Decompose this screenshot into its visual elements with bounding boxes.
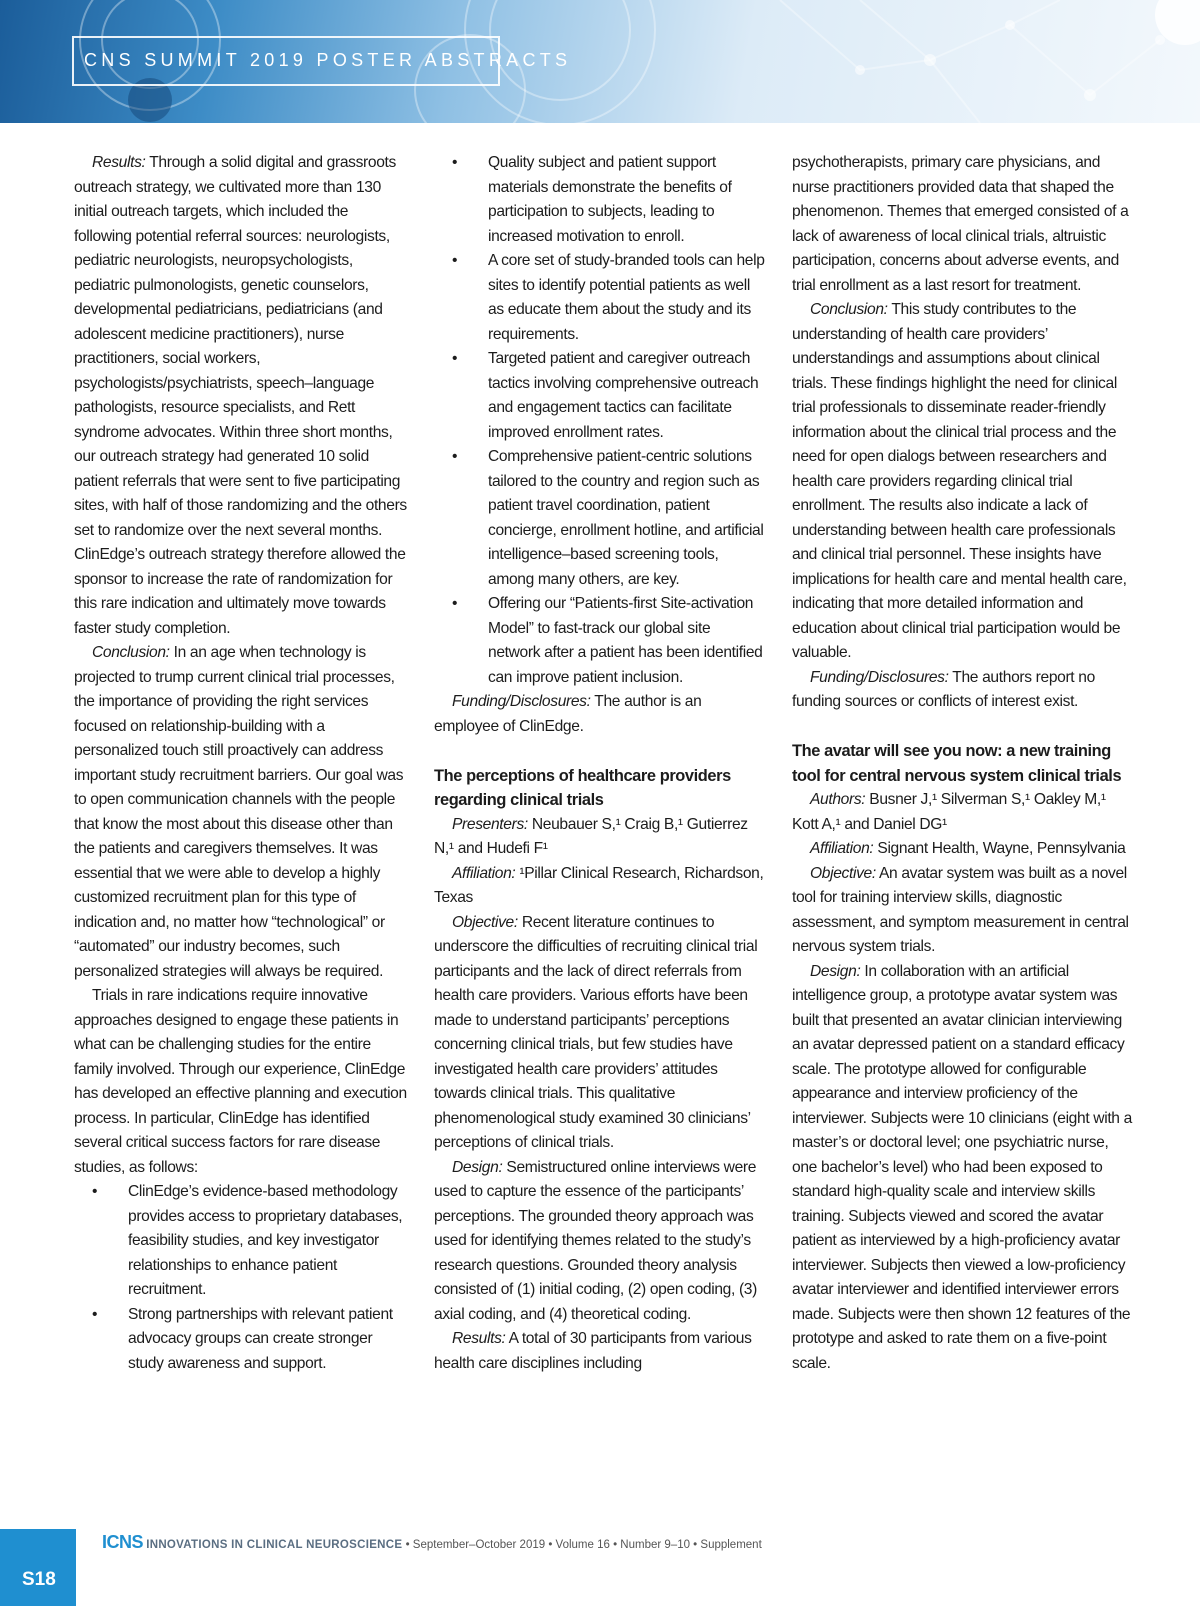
page-number-tab xyxy=(0,1529,76,1606)
funding-paragraph: Funding/Disclosures: The authors report no funding sources or conflicts of interest exist. xyxy=(792,668,1095,710)
trials-paragraph: Trials in rare indications require innovative approaches designed to engage these patients in what can be challenging studies for the entire family involved. Through our experience, ClinEdge has developed an effective planning and execution process. In particular, ClinEdge has identified several critical success factors for rare disease studies, as follows: xyxy=(74,987,407,1176)
issue-details: • September–October 2019 • Volume 16 • Number 9–10 • Supplement xyxy=(402,1539,762,1551)
objective-paragraph: Objective: An avatar system was built as a novel tool for training interview skills, diagnostic assessment, and symptom measurement in central nervous system trials. xyxy=(792,864,1129,955)
abstract-title: The perceptions of healthcare providers regarding clinical trials xyxy=(434,766,731,809)
success-factors-list-continued xyxy=(434,151,766,690)
page-number: S18 xyxy=(22,1569,56,1590)
design-paragraph: Design: Semistructured online interviews were used to capture the essence of the participants’ perceptions. The grounded theory approach was used for identifying themes related to the study’s research questions. Grounded theory analysis consisted of (1) initial coding, (2) open coding, (3) axial coding, and (4) theoretical coding. xyxy=(434,1158,757,1323)
banner-title: CNS SUMMIT 2019 POSTER ABSTRACTS xyxy=(84,50,572,70)
journal-name: INNOVATIONS IN CLINICAL NEUROSCIENCE xyxy=(146,1539,403,1551)
conclusion-paragraph: Conclusion: This study contributes to the understanding of health care providers’ understandings and assumptions about clinical trials. These findings highlight the need for clinical trial professionals to disseminate reader-friendly information about the clinical trial process and the need for open dialogs between researchers and health care providers regarding clinical trial enrollment. The results also indicate a lack of understanding between health care professionals and clinical trial personnel. These insights have implications for health care and mental health care, indicating that more detailed information and education about clinical trial participation would be valuable. xyxy=(792,301,1127,661)
conclusion-paragraph: Conclusion: In an age when technology is projected to trump current clinical trial processes, the importance of providing the right services focused on relationship-building with a personalized touch still proactively can address important study recruitment barriers. Our goal was to open communication channels with the people that know the most about this disease other than the patients and caregivers themselves. It was essential that we were able to develop a highly customized recruitment plan for this type of indication and, no matter how “technological” or “automated” our industry becomes, such personalized strategies will always be required. xyxy=(74,644,404,980)
list-item: • ClinEdge’s evidence-based methodology provides access to proprietary databases, feasibility studies, and key investigator relationships to enhance patient recruitment. xyxy=(92,1183,403,1298)
header-banner xyxy=(0,0,1200,123)
results-paragraph: Results: Through a solid digital and grassroots outreach strategy, we cultivated more than 130 initial outreach targets, which included the following potential referral sources: neurologists, pediatric neurologists, neuropsychologists, pediatric pulmonologists, genetic counselors, developmental pediatricians, pediatricians (and adolescent medicine practitioners), nurse practitioners, social workers, psychologists/psychiatrists, speech–language pathologists, resource specialists, and Rett syndrome advocates. Within three short months, our outreach strategy had generated 10 solid patient referrals that were sent to five participating sites, with half of those randomizing and the others set to randomize over the next several months. ClinEdge’s outreach strategy therefore allowed the sponsor to increase the rate of randomization for this rare indication and ultimately move towards faster study completion. xyxy=(74,154,407,637)
abstract-title: The avatar will see you now: a new training tool for central nervous system clinical trials xyxy=(792,742,1122,785)
funding-paragraph: Funding/Disclosures: The author is an employee of ClinEdge. xyxy=(434,693,702,735)
list-item: • Strong partnerships with relevant patient advocacy groups can create stronger study awareness and support. xyxy=(92,1305,393,1372)
authors-paragraph: Authors: Busner J,¹ Silverman S,¹ Oakley M,¹ Kott A,¹ and Daniel DG¹ xyxy=(792,791,1106,833)
banner-title-box xyxy=(72,36,572,86)
list-item: • Comprehensive patient-centric solutions tailored to the country and region such as patient travel coordination, patient concierge, enrollment hotline, and artificial intelligence–based screening tools, among many others, are key. xyxy=(452,448,764,588)
list-item: • Quality subject and patient support materials demonstrate the benefits of participation to subjects, leading to increased motivation to enroll. xyxy=(452,154,732,245)
presenters-paragraph: Presenters: Neubauer S,¹ Craig B,¹ Gutierrez N,¹ and Hudefi F¹ xyxy=(434,815,748,857)
list-item: • Offering our “Patients-first Site-activation Model” to fast-track our global site network after a patient has been identified can improve patient inclusion. xyxy=(452,595,763,686)
list-item: • Targeted patient and caregiver outreach tactics involving comprehensive outreach and engagement tactics can facilitate improved enrollment rates. xyxy=(452,350,759,441)
results-paragraph: Results: A total of 30 participants from various health care disciplines including xyxy=(434,1330,752,1372)
success-factors-list xyxy=(74,1180,409,1376)
objective-paragraph: Objective: Recent literature continues to underscore the difficulties of recruiting clinical trial participants and the lack of direct referrals from health care providers. Various efforts have been made to understand participants’ perceptions concerning clinical trials, but few studies have investigated health care providers’ attitudes towards clinical trials. This qualitative phenomenological study examined 30 clinicians’ perceptions of clinical trials. xyxy=(434,913,758,1151)
list-item: • A core set of study-branded tools can help sites to identify potential patients as well as educate them about the study and its requirements. xyxy=(452,252,765,343)
results-continued-paragraph: psychotherapists, primary care physicians, and nurse practitioners provided data that shaped the phenomenon. Themes that emerged consisted of a lack of awareness of local clinical trials, altruistic participation, concerns about adverse events, and trial enrollment as a last resort for treatment. xyxy=(792,154,1129,294)
column-3 xyxy=(792,151,1132,1376)
column-1 xyxy=(74,151,409,1376)
column-2 xyxy=(434,151,766,1376)
design-paragraph: Design: In collaboration with an artificial intelligence group, a prototype avatar system was built that presented an avatar clinician interviewing an avatar depressed patient on a standard efficacy scale. The prototype allowed for configurable appearance and interview proficiency of the interviewer. Subjects were 10 clinicians (eight with a master’s or doctoral level; one psychiatric nurse, one bachelor’s level) who had been exposed to standard high-quality scale and interview skills training. Subjects viewed and scored the avatar patient as interviewed by a high-proficiency avatar interviewer. Subjects then viewed a low-proficiency avatar interviewer and identified interviewer errors made. Subjects were then shown 12 features of the prototype and asked to rate them on a five-point scale. xyxy=(792,962,1132,1372)
affiliation-paragraph: Affiliation: ¹Pillar Clinical Research, Richardson, Texas xyxy=(434,864,764,906)
journal-logo: ICNS xyxy=(102,1532,144,1552)
affiliation-paragraph: Affiliation: Signant Health, Wayne, Pennsylvania xyxy=(810,840,1126,857)
footer xyxy=(102,1532,762,1553)
